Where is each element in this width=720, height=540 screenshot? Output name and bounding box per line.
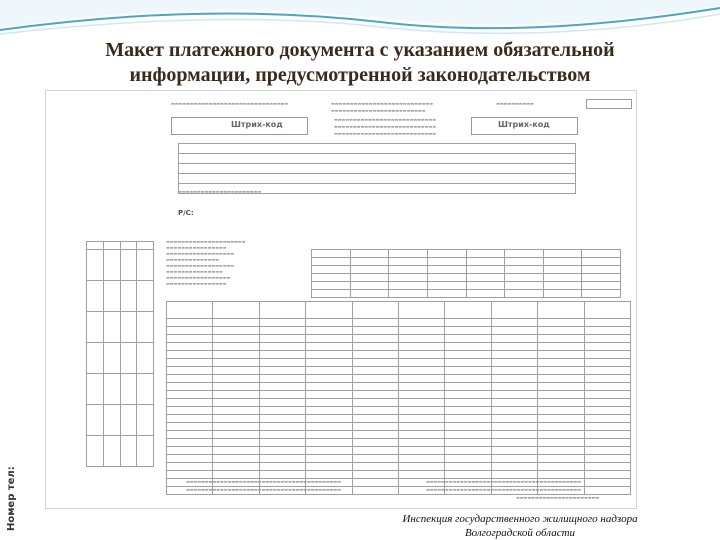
- header-text: ▬▬▬▬▬▬▬▬▬▬: [496, 101, 534, 106]
- account-info-block: ▬▬▬▬▬▬▬▬▬▬▬▬▬▬▬▬▬▬▬▬▬ ▬▬▬▬▬▬▬▬▬▬▬▬▬▬▬▬ ▬▬▬▬▬▬▬▬▬▬▬▬▬▬▬▬▬▬ ▬▬▬▬▬▬▬▬▬▬▬▬▬▬ ▬▬▬▬▬▬▬▬▬▬▬▬▬▬▬▬▬▬ ▬▬▬▬▬▬▬▬▬▬▬▬▬▬▬ ▬▬▬▬▬▬▬▬▬▬▬▬▬▬▬▬▬ ▬▬▬▬▬▬▬▬▬▬▬▬▬▬▬▬: [166, 239, 246, 286]
- odn-table: [311, 249, 621, 298]
- totals-text: ▬▬▬▬▬▬▬▬▬▬▬▬▬▬▬▬▬▬▬▬▬▬▬▬▬▬▬▬▬▬▬▬▬▬▬▬▬▬▬▬▬: [186, 479, 341, 484]
- left-vertical-grid: [86, 241, 154, 467]
- address-lines: ▬▬▬▬▬▬▬▬▬▬▬▬▬▬▬▬▬▬▬▬▬▬▬▬▬▬▬: [334, 117, 437, 122]
- phone-label: Номер тел:: [6, 466, 17, 531]
- vertical-text-column: [66, 151, 74, 481]
- title-line-2: информации, предусмотренной законодательством: [129, 64, 591, 86]
- header-text: ▬▬▬▬▬▬▬▬▬▬▬▬▬▬▬▬▬▬▬▬▬▬▬▬▬▬▬: [331, 101, 434, 106]
- header-box: [586, 99, 632, 109]
- totals-text: ▬▬▬▬▬▬▬▬▬▬▬▬▬▬▬▬▬▬▬▬▬▬: [516, 495, 600, 500]
- header-text: ▬▬▬▬▬▬▬▬▬▬▬▬▬▬▬▬▬▬▬▬▬▬▬▬▬: [331, 108, 426, 113]
- rs-label: Р/С:: [178, 209, 194, 217]
- header-text: ▬▬▬▬▬▬▬▬▬▬▬▬▬▬▬▬▬▬▬▬▬▬▬▬▬▬▬▬▬▬▬: [171, 101, 289, 106]
- slide-title: [40, 38, 680, 88]
- footer-line-2: Волгоградской области: [464, 527, 576, 539]
- recipient-line: ▬▬▬▬▬▬▬▬▬▬▬▬▬▬▬▬▬▬▬▬▬▬: [178, 189, 262, 194]
- charges-table: [166, 301, 631, 495]
- notice-table: [178, 143, 576, 194]
- footer-line-1: Инспекция государственного жилищного надзора: [402, 513, 638, 525]
- totals-text: ▬▬▬▬▬▬▬▬▬▬▬▬▬▬▬▬▬▬▬▬▬▬▬▬▬▬▬▬▬▬▬▬▬▬▬▬▬▬▬▬▬: [186, 487, 341, 492]
- title-line-1: Макет платежного документа с указанием обязательной: [105, 39, 615, 61]
- totals-text: ▬▬▬▬▬▬▬▬▬▬▬▬▬▬▬▬▬▬▬▬▬▬▬▬▬▬▬▬▬▬▬▬▬▬▬▬▬▬▬▬▬: [426, 479, 581, 484]
- footer-caption: [330, 512, 710, 540]
- address-lines: ▬▬▬▬▬▬▬▬▬▬▬▬▬▬▬▬▬▬▬▬▬▬▬▬▬▬▬: [334, 124, 437, 129]
- totals-text: ▬▬▬▬▬▬▬▬▬▬▬▬▬▬▬▬▬▬▬▬▬▬▬▬▬▬▬▬▬▬▬▬▬▬▬▬▬▬▬▬▬: [426, 487, 581, 492]
- barcode-label-right: Штрих-код: [498, 120, 550, 129]
- barcode-label-left: Штрих-код: [231, 120, 283, 129]
- address-lines: ▬▬▬▬▬▬▬▬▬▬▬▬▬▬▬▬▬▬▬▬▬▬▬▬▬▬▬: [334, 131, 437, 136]
